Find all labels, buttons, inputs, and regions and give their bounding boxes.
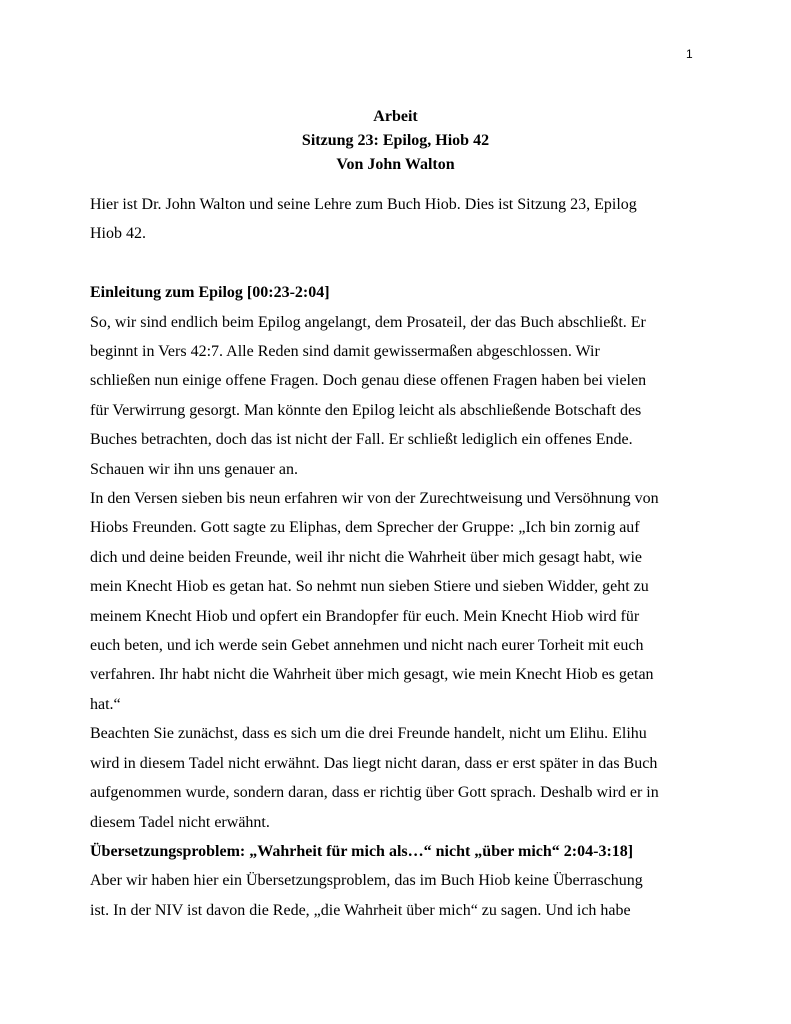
intro-line: Hiob 42. xyxy=(90,225,146,243)
body-line: diesem Tadel nicht erwähnt. xyxy=(90,813,270,831)
page-number: 1 xyxy=(686,47,693,61)
author-line: Von John Walton xyxy=(336,156,455,173)
body-line: In den Versen sieben bis neun erfahren wir von der Zurechtweisung und Versöhnung von xyxy=(90,490,659,508)
body-line: Schauen wir ihn uns genauer an. xyxy=(90,460,298,478)
body-line: aufgenommen wurde, sondern daran, dass er richtig über Gott sprach. Deshalb wird er in xyxy=(90,784,659,802)
body-line: Hiobs Freunden. Gott sagte zu Eliphas, dem Sprecher der Gruppe: „Ich bin zornig auf xyxy=(90,519,640,537)
body-text xyxy=(90,190,730,925)
session-title: Sitzung 23: Epilog, Hiob 42 xyxy=(301,132,490,149)
body-line: wird in diesem Tadel nicht erwähnt. Das liegt nicht daran, dass er erst später in das Buch xyxy=(90,754,658,772)
body-line: Beachten Sie zunächst, dass es sich um die drei Freunde handelt, nicht um Elihu. Elihu xyxy=(90,725,647,743)
document-title: Arbeit xyxy=(373,108,418,125)
body-line: verfahren. Ihr habt nicht die Wahrheit über mich gesagt, wie mein Knecht Hiob es getan xyxy=(90,666,654,684)
body-line: Aber wir haben hier ein Übersetzungsproblem, das im Buch Hiob keine Überraschung xyxy=(90,872,643,890)
body-line: meinem Knecht Hiob und opfert ein Brandopfer für euch. Mein Knecht Hiob wird für xyxy=(90,607,640,625)
body-line: euch beten, und ich werde sein Gebet annehmen und nicht nach eurer Torheit mit euch xyxy=(90,637,644,655)
paragraph-spacer xyxy=(90,249,730,278)
title-block xyxy=(0,105,791,177)
body-line: Buches betrachten, doch das ist nicht der Fall. Er schließt lediglich ein offenes Ende. xyxy=(90,431,633,449)
body-line: für Verwirrung gesorgt. Man könnte den Epilog leicht als abschließende Botschaft des xyxy=(90,401,642,419)
body-line: beginnt in Vers 42:7. Alle Reden sind damit gewissermaßen abgeschlossen. Wir xyxy=(90,343,600,361)
intro-line: Hier ist Dr. John Walton und seine Lehre zum Buch Hiob. Dies ist Sitzung 23, Epilog xyxy=(90,196,637,213)
body-line: dich und deine beiden Freunde, weil ihr nicht die Wahrheit über mich gesagt habt, wie xyxy=(90,548,643,566)
body-line: So, wir sind endlich beim Epilog angelangt, dem Prosateil, der das Buch abschließt. Er xyxy=(90,313,646,331)
section-heading: Einleitung zum Epilog [00:23-2:04] xyxy=(90,284,330,302)
body-line: hat.“ xyxy=(90,695,121,713)
section-heading: Übersetzungsproblem: „Wahrheit für mich als…“ nicht „über mich“ 2:04-3:18] xyxy=(90,842,634,860)
body-line: ist. In der NIV ist davon die Rede, „die Wahrheit über mich“ zu sagen. Und ich habe xyxy=(90,901,631,919)
body-line: schließen nun einige offene Fragen. Doch genau diese offenen Fragen haben bei vielen xyxy=(90,372,647,390)
body-line: mein Knecht Hiob es getan hat. So nehmt nun sieben Stiere und sieben Widder, geht zu xyxy=(90,578,649,596)
